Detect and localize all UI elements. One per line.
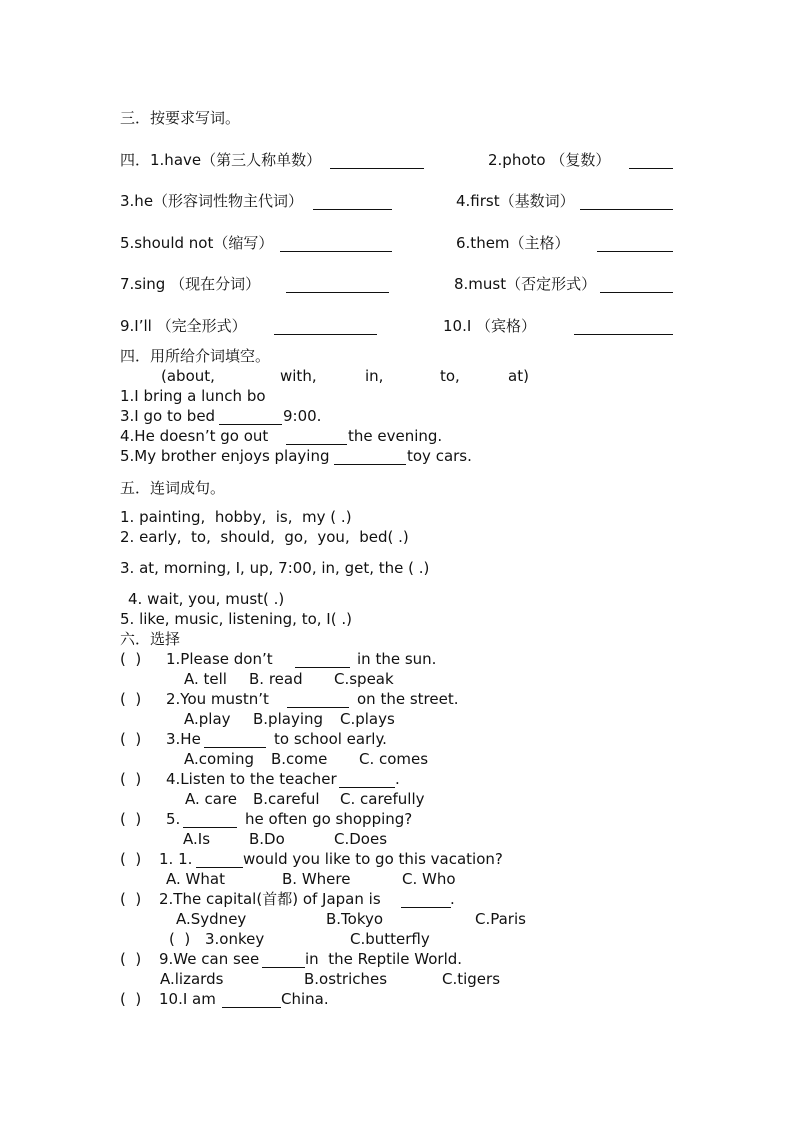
answer-blank[interactable] <box>286 292 389 293</box>
word-bank-item: at) <box>508 367 529 385</box>
option-a: A.Sydney <box>176 910 247 928</box>
question: 1.Please don’t <box>166 650 273 668</box>
answer-blank[interactable] <box>280 251 392 252</box>
answer-paren[interactable]: ( ) <box>120 850 142 868</box>
question: 5.My brother enjoys playing <box>120 447 330 465</box>
sentence-item: 2. early, to, should, go, you, bed( .) <box>120 528 409 546</box>
word-bank-item: (about, <box>161 367 215 385</box>
option-b: B. read <box>249 670 303 688</box>
answer-blank[interactable] <box>196 867 243 868</box>
answer-paren[interactable]: ( ) <box>120 770 142 788</box>
answer-paren[interactable]: ( ) <box>120 890 142 908</box>
option-a: A.coming <box>184 750 254 768</box>
answer-blank[interactable] <box>339 787 395 788</box>
answer-blank[interactable] <box>222 1007 281 1008</box>
answer-blank[interactable] <box>574 334 673 335</box>
option-b: B.Do <box>249 830 285 848</box>
option-c: C. Who <box>402 870 456 888</box>
option-a: A. tell <box>184 670 227 688</box>
section-heading: 四．用所给介词填空。 <box>120 347 271 365</box>
option-a: A. What <box>166 870 225 888</box>
word-item: 9.I’ll （完全形式） <box>120 317 247 335</box>
option-a: A.lizards <box>160 970 224 988</box>
question-tail: in the sun. <box>357 650 437 668</box>
answer-paren[interactable]: ( ) <box>120 690 142 708</box>
option-c: C.tigers <box>442 970 501 988</box>
section-heading: 六．选择 <box>120 630 181 648</box>
answer-paren[interactable]: ( ) <box>169 930 191 948</box>
answer-blank[interactable] <box>183 827 237 828</box>
answer-blank[interactable] <box>330 168 424 169</box>
option-a: A.Is <box>183 830 211 848</box>
question: 1. 1. <box>159 850 193 868</box>
sentence-item: 1. painting, hobby, is, my ( .) <box>120 508 352 526</box>
answer-blank[interactable] <box>286 444 347 445</box>
answer-paren[interactable]: ( ) <box>120 950 142 968</box>
answer-blank[interactable] <box>313 209 392 210</box>
word-item: 3.he（形容词性物主代词） <box>120 192 304 210</box>
sentence-item: 5. like, music, listening, to, I( .) <box>120 610 352 628</box>
answer-paren[interactable]: ( ) <box>120 990 142 1008</box>
word-item: 2.photo （复数） <box>488 151 611 169</box>
question-tail: to school early. <box>274 730 387 748</box>
question-tail: the evening. <box>348 427 443 445</box>
word-item: 4.first（基数词） <box>456 192 575 210</box>
answer-blank[interactable] <box>287 707 349 708</box>
option-c: C.plays <box>340 710 395 728</box>
word-item: 7.sing （现在分词） <box>120 275 261 293</box>
answer-blank[interactable] <box>262 967 305 968</box>
answer-blank[interactable] <box>274 334 377 335</box>
question-tail: . <box>450 890 455 908</box>
question: 2.The capital(首都) of Japan is <box>159 890 381 908</box>
answer-paren[interactable]: ( ) <box>120 730 142 748</box>
option-c: C.speak <box>334 670 394 688</box>
question: 5. <box>166 810 181 828</box>
answer-blank[interactable] <box>334 464 406 465</box>
question-tail: he often go shopping? <box>245 810 413 828</box>
option-c: C.Does <box>334 830 388 848</box>
question-tail: 9:00. <box>283 407 322 425</box>
question: 3.I go to bed <box>120 407 216 425</box>
answer-blank[interactable] <box>600 292 673 293</box>
answer-blank[interactable] <box>597 251 673 252</box>
question-tail: on the street. <box>357 690 459 708</box>
word-bank-item: with, <box>280 367 317 385</box>
answer-paren[interactable]: ( ) <box>120 810 142 828</box>
option-b: B.Tokyo <box>326 910 384 928</box>
word-item: 6.them（主格） <box>456 234 570 252</box>
question: 9.We can see <box>159 950 260 968</box>
section-heading: 五．连词成句。 <box>120 479 226 497</box>
question: 10.I am <box>159 990 216 1008</box>
option-c: C.Paris <box>475 910 526 928</box>
question-tail: would you like to go this vacation? <box>243 850 503 868</box>
word-item: 5.should not（缩写） <box>120 234 274 252</box>
answer-blank[interactable] <box>629 168 673 169</box>
option-a: A. care <box>185 790 238 808</box>
question: 1.I bring a lunch bo <box>120 387 266 405</box>
sentence-item: 3. at, morning, I, up, 7:00, in, get, the ( .) <box>120 559 430 577</box>
option-a: A.play <box>184 710 231 728</box>
word-item: 10.I （宾格） <box>443 317 537 335</box>
option-b: B.ostriches <box>304 970 388 988</box>
question: 3.onkey <box>205 930 265 948</box>
section-heading: 三．按要求写词。 <box>120 109 241 127</box>
answer-blank[interactable] <box>204 747 266 748</box>
word-item: 8.must（否定形式） <box>454 275 597 293</box>
option-b: B.come <box>271 750 328 768</box>
answer-blank[interactable] <box>219 424 282 425</box>
question: 4.Listen to the teacher <box>166 770 337 788</box>
option-b: B.careful <box>253 790 320 808</box>
word-item: 四．1.have（第三人称单数） <box>120 151 322 169</box>
answer-blank[interactable] <box>295 667 350 668</box>
question: 3.He <box>166 730 201 748</box>
answer-blank[interactable] <box>580 209 673 210</box>
word-bank-item: in, <box>365 367 384 385</box>
option-c: C. comes <box>359 750 429 768</box>
option-c: C. carefully <box>340 790 425 808</box>
answer-paren[interactable]: ( ) <box>120 650 142 668</box>
option-c: C.butterfly <box>350 930 430 948</box>
question-tail: in the Reptile World. <box>305 950 463 968</box>
question-tail: . <box>395 770 400 788</box>
option-b: B.playing <box>253 710 324 728</box>
question-tail: toy cars. <box>407 447 472 465</box>
option-b: B. Where <box>282 870 351 888</box>
answer-blank[interactable] <box>401 907 451 908</box>
sentence-item: 4. wait, you, must( .) <box>128 590 285 608</box>
question: 4.He doesn’t go out <box>120 427 269 445</box>
question-tail: China. <box>281 990 329 1008</box>
word-bank-item: to, <box>440 367 460 385</box>
question: 2.You mustn’t <box>166 690 269 708</box>
